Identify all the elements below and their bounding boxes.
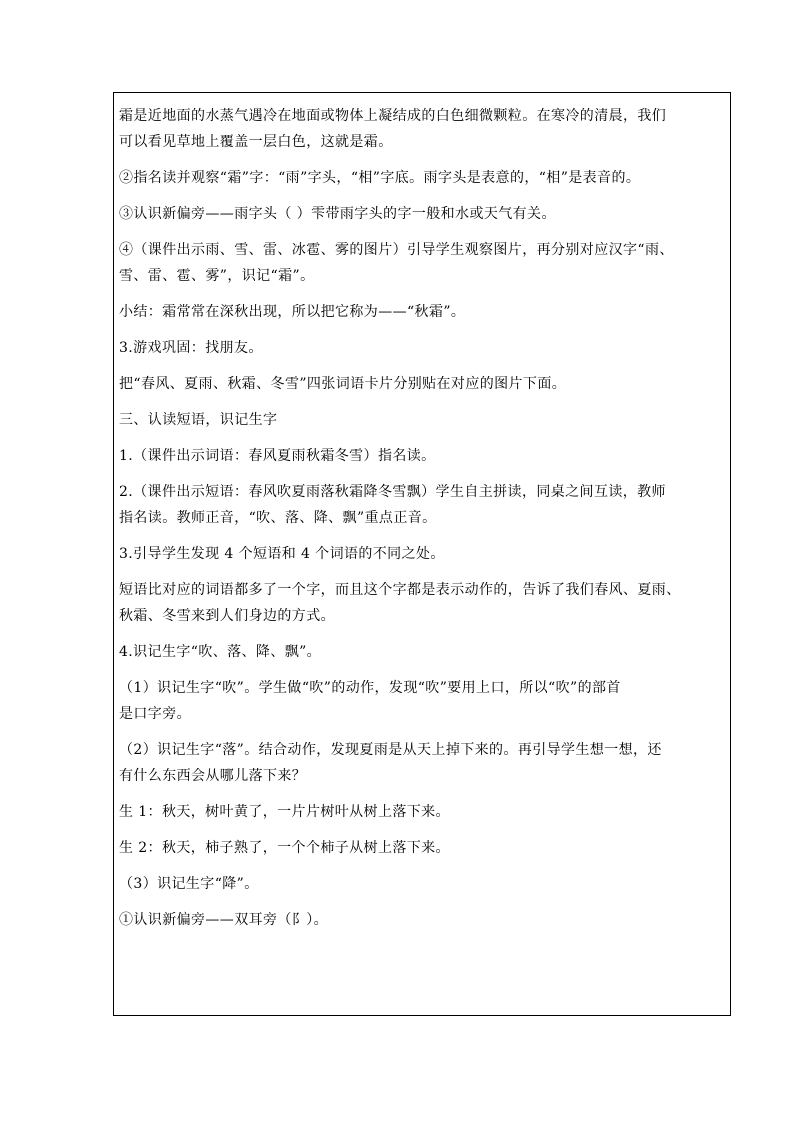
text-line: 把“春风、夏雨、秋霜、冬雪”四张词语卡片分别贴在对应的图片下面。: [119, 376, 567, 392]
text-line: ②指名读并观察“霜”字：“雨”字头，“相”字底。雨字头是表意的，“相”是表音的。: [119, 170, 641, 186]
text-line: 有什么东西会从哪儿落下来？: [119, 768, 307, 784]
paragraph: [119, 371, 725, 397]
paragraph: [119, 443, 725, 469]
document-body: [119, 103, 725, 943]
paragraph: [119, 907, 725, 933]
text-line: 指名读。教师正音，“吹、落、降、飘”重点正音。: [119, 510, 437, 526]
document-frame: [113, 92, 731, 1016]
paragraph: [119, 799, 725, 825]
text-line: 可以看见草地上覆盖一层白色，这就是霜。: [119, 134, 393, 150]
text-line: 4.识记生字“吹、落、降、飘”。: [119, 644, 322, 660]
paragraph: [119, 103, 725, 155]
text-line: 是口字旁。: [119, 706, 191, 722]
paragraph: [119, 479, 725, 531]
text-line: 2.（课件出示短语：春风吹夏雨落秋霜降冬雪飘）学生自主拼读，同桌之间互读，教师: [119, 484, 666, 500]
paragraph: [119, 737, 725, 789]
text-line: 短语比对应的词语都多了一个字，而且这个字都是表示动作的，告诉了我们春风、夏雨、: [119, 582, 681, 598]
paragraph: [119, 871, 725, 897]
text-line: （1）识记生字“吹”。学生做“吹”的动作，发现“吹”要用上口，所以“吹”的部首: [119, 680, 621, 696]
text-line: 生 1：秋天，树叶黄了，一片片树叶从树上落下来。: [119, 804, 450, 820]
paragraph: [119, 335, 725, 361]
text-line: 1.（课件出示词语：春风夏雨秋霜冬雪）指名读。: [119, 448, 436, 464]
text-line: ④（课件出示雨、雪、雷、冰雹、雾的图片）引导学生观察图片，再分别对应汉字“雨、: [119, 242, 674, 258]
text-line: （2）识记生字“落”。结合动作，发现夏雨是从天上掉下来的。再引导学生想一想，还: [119, 742, 662, 758]
paragraph: [119, 541, 725, 567]
paragraph: [119, 407, 725, 433]
text-line: ③认识新偏旁——雨字头（ ）雫带雨字头的字一般和水或天气有关。: [119, 206, 556, 222]
paragraph: [119, 201, 725, 227]
text-line: 霜是近地面的水蒸气遇冷在地面或物体上凝结成的白色细微颗粒。在寒冷的清晨，我们: [119, 108, 667, 124]
paragraph: [119, 835, 725, 861]
text-line: 秋霜、冬雪来到人们身边的方式。: [119, 608, 335, 624]
text-line: 三、认读短语，识记生字: [119, 412, 278, 428]
paragraph: [119, 165, 725, 191]
paragraph: [119, 577, 725, 629]
text-line: ①认识新偏旁——双耳旁（阝）。: [119, 912, 328, 928]
paragraph: [119, 299, 725, 325]
text-line: 3.游戏巩固：找朋友。: [119, 340, 263, 356]
paragraph: [119, 675, 725, 727]
paragraph: [119, 639, 725, 665]
text-line: 雪、雷、雹、雾”，识记“霜”。: [119, 268, 315, 284]
text-line: 3.引导学生发现 4 个短语和 4 个词语的不同之处。: [119, 546, 445, 562]
text-line: 小结：霜常常在深秋出现，所以把它称为——“秋霜”。: [119, 304, 466, 320]
text-line: 生 2：秋天，柿子熟了，一个个柿子从树上落下来。: [119, 840, 450, 856]
text-line: （3）识记生字“降”。: [119, 876, 259, 892]
paragraph: [119, 237, 725, 289]
